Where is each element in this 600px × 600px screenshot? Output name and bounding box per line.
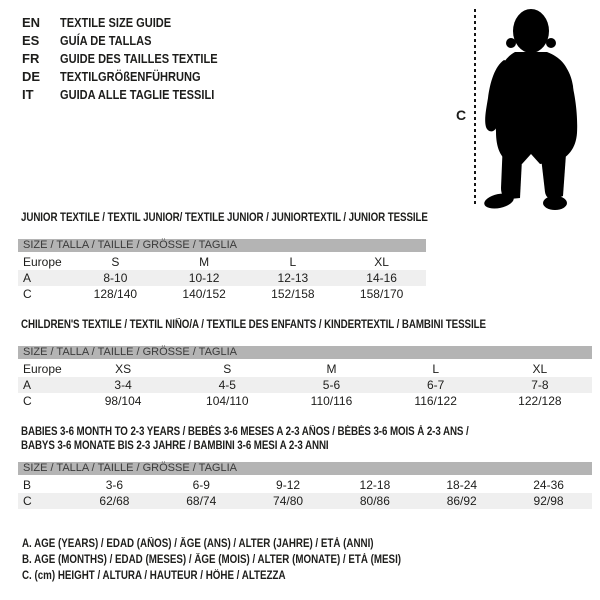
table-cell: L bbox=[432, 362, 439, 376]
footnote-text: B. AGE (MONTHS) / EDAD (MESES) / ÂGE (MOIS) / ALTER (MONATE) / ETÀ (MESI) bbox=[22, 554, 402, 566]
table-cell: 128/140 bbox=[93, 287, 138, 301]
language-row bbox=[22, 31, 245, 49]
section-heading-text: CHILDREN'S TEXTILE / TEXTIL NIÑO/A / TEXTILE DES ENFANTS / KINDERTEXTIL / BAMBINI TESSILE bbox=[21, 319, 486, 331]
junior-size-table bbox=[18, 254, 426, 302]
table-cell: 8-10 bbox=[103, 271, 128, 285]
table-cell: 5-6 bbox=[322, 378, 341, 392]
language-label: GUIDA ALLE TAGLIE TESSILI bbox=[60, 86, 215, 102]
table-cell: 12-13 bbox=[277, 271, 309, 285]
language-row bbox=[22, 13, 245, 31]
section-childrens-textile bbox=[18, 318, 592, 409]
table-cell: 12-18 bbox=[359, 478, 391, 492]
table-cell: XS bbox=[115, 362, 132, 376]
row-label: C bbox=[23, 287, 32, 301]
table-cell: 104/110 bbox=[206, 394, 249, 408]
table-cell: 92/98 bbox=[533, 494, 564, 508]
table-row bbox=[18, 393, 592, 409]
row-label: Europe bbox=[23, 255, 62, 269]
footnote-text: C. (cm) HEIGHT / ALTURA / HAUTEUR / HÖHE / ALTEZZA bbox=[22, 570, 286, 582]
table-cell: M bbox=[326, 362, 337, 376]
size-header-band bbox=[18, 239, 426, 252]
table-cell: 6-9 bbox=[192, 478, 210, 492]
table-row bbox=[18, 477, 592, 493]
section-heading bbox=[18, 439, 592, 453]
babies-size-table bbox=[18, 477, 592, 509]
footnote-text: A. AGE (YEARS) / EDAD (AÑOS) / ÂGE (ANS) / ALTER (JAHRE) / ETÀ (ANNI) bbox=[22, 538, 374, 550]
table-cell: 116/122 bbox=[414, 394, 457, 408]
table-cell: 6-7 bbox=[426, 378, 445, 392]
language-label: GUÍA DE TALLAS bbox=[60, 32, 152, 48]
table-cell: XL bbox=[532, 362, 548, 376]
section-heading-text: BABYS 3-6 MONATE BIS 2-3 JAHRE / BAMBINI 3-6 MESI A 2-3 ANNI bbox=[21, 440, 329, 452]
size-header-band bbox=[18, 346, 592, 359]
table-cell: M bbox=[199, 255, 210, 269]
children-size-table bbox=[18, 361, 592, 409]
table-cell: 74/80 bbox=[273, 494, 304, 508]
row-label: A bbox=[23, 271, 32, 285]
size-header-band bbox=[18, 462, 592, 475]
table-cell: S bbox=[223, 362, 232, 376]
table-cell: 110/116 bbox=[310, 394, 353, 408]
language-label: GUIDE DES TAILLES TEXTILE bbox=[60, 50, 218, 66]
row-label: C bbox=[23, 494, 32, 508]
figure-measure-label: C bbox=[456, 107, 467, 123]
table-cell: 24-36 bbox=[533, 478, 564, 492]
section-babies-textile bbox=[18, 425, 592, 509]
language-label: TEXTILE SIZE GUIDE bbox=[60, 14, 172, 30]
footnote-line bbox=[22, 552, 468, 568]
language-list bbox=[22, 13, 245, 103]
table-row bbox=[18, 493, 592, 509]
language-code: EN bbox=[22, 14, 41, 30]
child-silhouette-icon bbox=[478, 2, 600, 212]
table-cell: 3-4 bbox=[114, 378, 132, 392]
table-cell: L bbox=[289, 255, 297, 269]
table-row bbox=[18, 270, 426, 286]
row-label: Europe bbox=[23, 362, 62, 376]
language-code: ES bbox=[22, 32, 40, 48]
footnote-line bbox=[22, 568, 468, 584]
section-junior-textile bbox=[18, 211, 426, 302]
size-header-label: SIZE / TALLA / TAILLE / GRÖSSE / TAGLIA bbox=[23, 462, 237, 474]
table-cell: 9-12 bbox=[276, 478, 301, 492]
table-cell: 4-5 bbox=[218, 378, 236, 392]
language-code: DE bbox=[22, 68, 41, 84]
section-heading bbox=[18, 211, 426, 225]
section-heading-text: BABIES 3-6 MONTH TO 2-3 YEARS / BEBÉS 3-6 MESES A 2-3 AÑOS / BÉBÉS 3-6 MOIS À 2-3 ANS / bbox=[21, 426, 469, 438]
row-label: C bbox=[23, 394, 32, 408]
table-cell: 122/128 bbox=[518, 394, 562, 408]
table-cell: 3-6 bbox=[105, 478, 124, 492]
table-cell: 86/92 bbox=[446, 494, 477, 508]
language-row bbox=[22, 49, 245, 67]
size-header-label: SIZE / TALLA / TAILLE / GRÖSSE / TAGLIA bbox=[23, 346, 237, 358]
row-label: B bbox=[23, 478, 32, 492]
footnotes bbox=[22, 536, 468, 584]
language-code: IT bbox=[22, 86, 34, 102]
table-cell: 7-8 bbox=[531, 378, 549, 392]
language-row bbox=[22, 85, 245, 103]
table-cell: 98/104 bbox=[104, 394, 142, 408]
table-cell: 140/152 bbox=[182, 287, 226, 301]
table-row bbox=[18, 377, 592, 393]
table-cell: 152/158 bbox=[271, 287, 315, 301]
size-header-label: SIZE / TALLA / TAILLE / GRÖSSE / TAGLIA bbox=[23, 239, 237, 251]
table-cell: 68/74 bbox=[186, 494, 217, 508]
table-cell: 80/86 bbox=[359, 494, 390, 508]
table-cell: 158/170 bbox=[359, 287, 404, 301]
table-cell: XL bbox=[374, 255, 389, 269]
table-cell: 18-24 bbox=[446, 478, 478, 492]
language-row bbox=[22, 67, 245, 85]
section-heading bbox=[18, 425, 592, 439]
table-cell: 14-16 bbox=[366, 271, 397, 285]
table-cell: 10-12 bbox=[188, 271, 220, 285]
section-heading-text: JUNIOR TEXTILE / TEXTIL JUNIOR/ TEXTILE JUNIOR / JUNIORTEXTIL / JUNIOR TESSILE bbox=[21, 212, 428, 224]
table-row bbox=[18, 361, 592, 377]
footnote-line bbox=[22, 536, 468, 552]
row-label: A bbox=[23, 378, 32, 392]
language-code: FR bbox=[22, 50, 40, 66]
section-heading bbox=[18, 318, 592, 332]
table-row bbox=[18, 286, 426, 302]
table-cell: S bbox=[111, 255, 120, 269]
table-cell: 62/68 bbox=[99, 494, 130, 508]
language-label: TEXTILGRÖßENFÜHRUNG bbox=[60, 68, 201, 84]
table-row bbox=[18, 254, 426, 270]
height-dashed-line bbox=[474, 9, 476, 206]
